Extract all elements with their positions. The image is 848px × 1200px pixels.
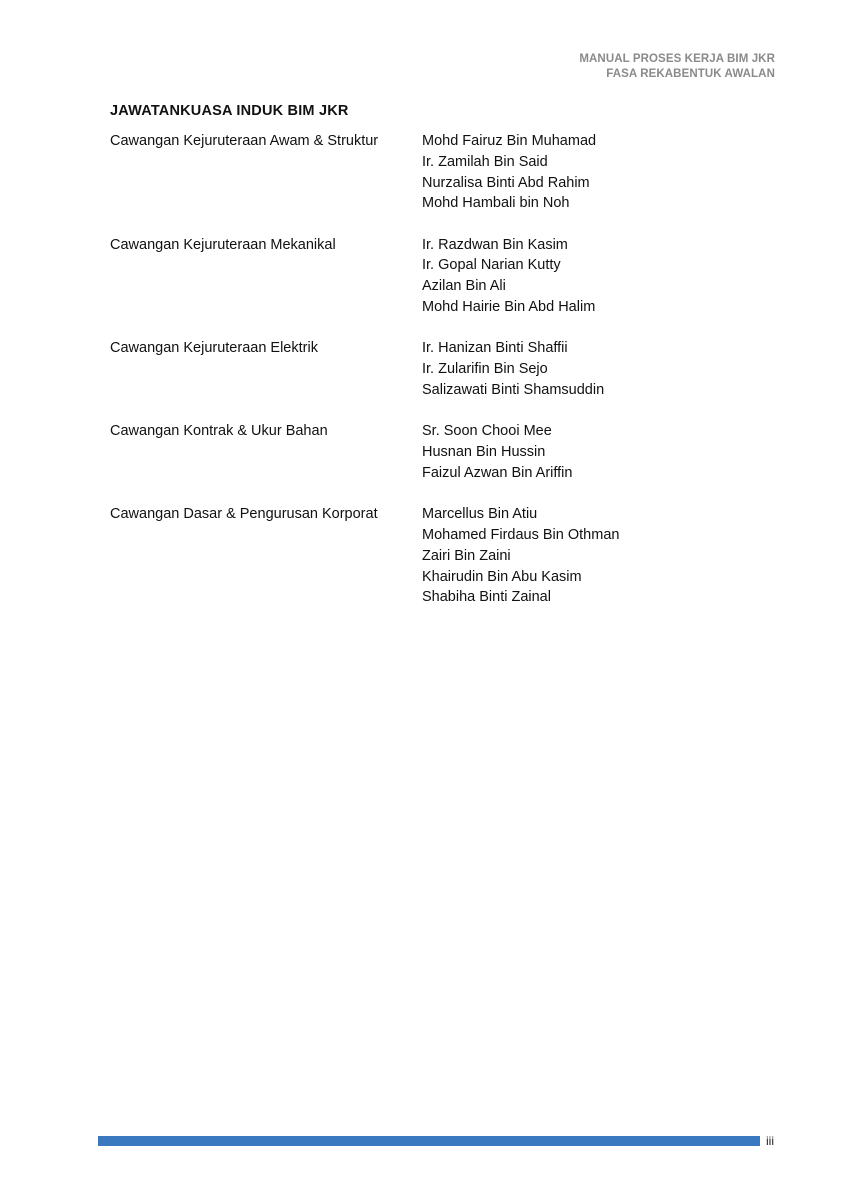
member-name: Nurzalisa Binti Abd Rahim bbox=[422, 174, 590, 191]
branch-name: Cawangan Dasar & Pengurusan Korporat bbox=[110, 506, 378, 523]
member-name: Marcellus Bin Atiu bbox=[422, 506, 538, 523]
footer-bar bbox=[98, 1136, 760, 1146]
member-list bbox=[422, 421, 572, 483]
member-name: Ir. Zamilah Bin Said bbox=[422, 153, 548, 170]
running-header bbox=[579, 52, 775, 82]
committee-group bbox=[110, 131, 750, 214]
member-list bbox=[422, 131, 596, 214]
header-line-2: FASA REKABENTUK AWALAN bbox=[606, 68, 775, 80]
member-name: Shabiha Binti Zainal bbox=[422, 589, 551, 606]
member-name: Mohd Fairuz Bin Muhamad bbox=[422, 133, 597, 149]
member-list bbox=[422, 504, 619, 608]
committee-group bbox=[110, 504, 750, 608]
member-name: Mohd Hambali bin Noh bbox=[422, 195, 570, 212]
committee-group bbox=[110, 421, 750, 483]
member-name: Salizawati Binti Shamsuddin bbox=[422, 381, 605, 398]
member-name: Mohamed Firdaus Bin Othman bbox=[422, 526, 620, 543]
member-list bbox=[422, 235, 595, 318]
member-name: Sr. Soon Chooi Mee bbox=[422, 423, 552, 440]
member-name: Husnan Bin Hussin bbox=[422, 444, 546, 461]
page-title: JAWATANKUASA INDUK BIM JKR bbox=[110, 103, 349, 119]
member-name: Ir. Zularifin Bin Sejo bbox=[422, 361, 548, 378]
branch-name: Cawangan Kontrak & Ukur Bahan bbox=[110, 423, 328, 440]
committee-group bbox=[110, 235, 750, 318]
page-number: iii bbox=[766, 1134, 774, 1148]
member-name: Azilan Bin Ali bbox=[422, 278, 506, 295]
member-name: Khairudin Bin Abu Kasim bbox=[422, 568, 582, 585]
member-name: Ir. Gopal Narian Kutty bbox=[422, 257, 561, 274]
branch-name: Cawangan Kejuruteraan Mekanikal bbox=[110, 236, 336, 253]
committee-list bbox=[110, 131, 750, 629]
branch-name: Cawangan Kejuruteraan Elektrik bbox=[110, 340, 318, 357]
member-name: Faizul Azwan Bin Ariffin bbox=[422, 464, 573, 481]
member-name: Mohd Hairie Bin Abd Halim bbox=[422, 299, 596, 316]
member-name: Ir. Hanizan Binti Shaffii bbox=[422, 340, 568, 357]
member-name: Zairi Bin Zaini bbox=[422, 547, 511, 564]
branch-name: Cawangan Kejuruteraan Awam & Struktur bbox=[110, 133, 379, 149]
committee-group bbox=[110, 338, 750, 400]
member-list bbox=[422, 338, 604, 400]
member-name: Ir. Razdwan Bin Kasim bbox=[422, 236, 568, 253]
header-line-1: MANUAL PROSES KERJA BIM JKR bbox=[579, 53, 775, 65]
